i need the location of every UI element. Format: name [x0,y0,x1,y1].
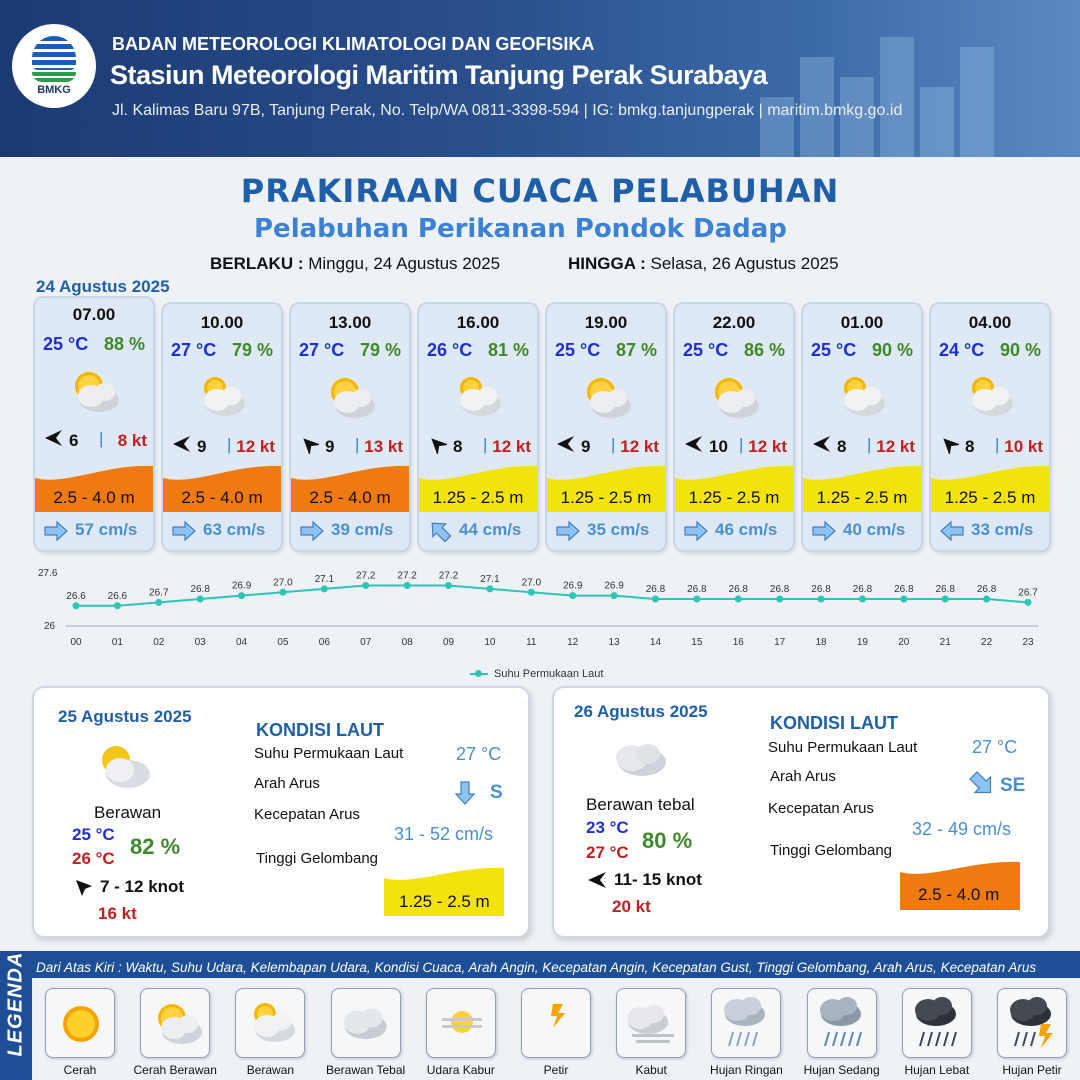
forecast-gust: 12 kt [620,437,659,456]
forecast-wave-height: 1.25 - 2.5 m [688,488,780,507]
current-direction-icon [299,520,325,542]
x-tick-label: 04 [236,637,248,648]
sst-data-label: 27.2 [397,570,417,582]
forecast-wave-height: 1.25 - 2.5 m [560,488,652,507]
sst-data-label: 26.8 [728,584,748,595]
x-tick-label: 18 [815,637,827,648]
forecast-card [419,304,537,550]
sst-data-point [528,589,535,596]
x-tick-label: 15 [691,637,703,648]
forecast-temperature: 24 °C [939,340,985,360]
station-address: Jl. Kalimas Baru 97B, Tanjung Perak, No. Telp/WA 0811-3398-594 | IG: bmkg.tanjungperak | maritim.bmkg.go.id [112,102,903,119]
x-tick-label: 03 [194,637,206,648]
legend-item [807,988,877,1058]
sst-data-point [1025,599,1032,606]
x-tick-label: 06 [318,637,330,648]
berawan-icon [833,370,897,426]
forecast-wave-height: 2.5 - 4.0 m [53,488,135,507]
berawan-tebal-icon [339,996,395,1052]
sst-data-point [735,596,742,603]
forecast-current-speed: 35 cm/s [587,520,650,539]
current-direction-icon [939,520,965,542]
forecast-humidity: 88 % [103,334,145,354]
sst-data-point [983,596,990,603]
day2-temp-min: 25 °C [72,825,115,844]
day3-sea-title: KONDISI LAUT [770,713,898,733]
sst-data-point [114,602,121,609]
legend-label: Cerah [63,1063,97,1077]
sst-data-point [486,585,493,592]
forecast-wind-speed: 9 [325,437,335,456]
station-name: Stasiun Meteorologi Maritim Tanjung Perak Surabaya [110,60,768,90]
forecast-time: 07.00 [72,305,116,324]
berawan-tebal-icon [606,734,672,784]
forecast-gust: 13 kt [364,437,403,456]
forecast-time: 19.00 [584,313,628,332]
validity-to [568,254,839,274]
legend-label: Hujan Ringan [710,1063,783,1077]
separator: | [739,435,744,454]
current-direction-icon [811,520,837,542]
page-subtitle: Pelabuhan Perikanan Pondok Dadap [254,214,787,244]
wind-direction-icon [683,434,703,454]
x-tick-label: 11 [526,637,537,648]
sst-data-label: 26.6 [66,590,86,602]
day2-date: 25 Agustus 2025 [58,707,192,726]
x-tick-label: 23 [1022,637,1034,648]
forecast-card [291,304,409,550]
sst-data-label: 26.8 [190,584,210,595]
forecast-wind-speed: 6 [69,431,79,450]
legend-label: Berawan [246,1063,295,1077]
x-tick-label: 12 [567,637,579,648]
kabut-icon [624,996,680,1052]
forecast-wave-height: 1.25 - 2.5 m [816,488,908,507]
forecast-card [803,304,921,550]
forecast-humidity: 90 % [871,340,913,360]
legend-label: Hujan Sedang [803,1063,880,1077]
cerah-berawan-icon [705,370,769,426]
validity-from [210,254,500,274]
sst-data-point [942,596,949,603]
page-title: PRAKIRAAN CUACA PELABUHAN [240,172,840,210]
forecast-wave-height: 2.5 - 4.0 m [309,488,391,507]
sst-data-point [321,585,328,592]
x-tick-label: 13 [608,637,620,648]
current-direction-icon [683,520,709,542]
wind-direction-icon [171,434,191,454]
sst-data-label: 26.7 [149,587,169,599]
sst-data-label: 26.6 [107,590,128,602]
legend-description: Dari Atas Kiri : Waktu, Suhu Udara, Kelembapan Udara, Kondisi Cuaca, Arah Angin, Kecepatan Angin, Kecepatan Gust, Tinggi Gelombang, Arah Arus, Kecepatan Arus [36,960,1037,975]
x-tick-label: 00 [70,637,82,648]
forecast-wind-speed: 9 [581,437,591,456]
day2-wind-speed: 7 - 12 knot [100,877,185,896]
day3-current-dir: SE [1000,775,1026,796]
separator: | [483,435,488,454]
sst-data-label: 27.1 [480,573,500,585]
x-tick-label: 20 [898,637,910,648]
wind-direction-icon [586,870,608,890]
sst-data-label: 26.8 [645,584,666,595]
berawan-icon [193,370,257,426]
day2-wave-height: 1.25 - 2.5 m [399,892,490,911]
validity-to-label: HINGGA : [568,254,646,273]
berawan-icon [90,738,158,794]
sst-data-point [279,589,286,596]
x-tick-label: 16 [732,637,744,648]
legend-item [521,988,591,1058]
sst-data-label: 27.2 [356,570,376,582]
day2-gust: 16 kt [98,904,137,923]
forecast-humidity: 87 % [615,340,657,360]
forecast-temperature: 25 °C [43,334,89,354]
day2-sst-value: 27 °C [456,744,502,764]
legend-label: Hujan Lebat [904,1063,970,1077]
legend-item [902,988,972,1058]
sst-data-label: 26.8 [852,584,873,595]
sst-data-label: 27.0 [273,577,293,589]
cerah-berawan-icon [321,370,385,426]
forecast-current-speed: 40 cm/s [843,520,906,539]
legend-item [235,988,305,1058]
wind-direction-icon [811,434,831,454]
day3-sst-label: Suhu Permukaan Laut [768,739,918,756]
sst-data-label: 27.1 [314,573,335,585]
forecast-temperature: 26 °C [427,340,473,360]
x-tick-label: 07 [360,637,372,648]
legend-title: LEGENDA [4,951,27,1057]
legend-label: Hujan Petir [1002,1063,1062,1077]
x-tick-label: 21 [939,637,951,648]
wind-direction-icon [74,878,94,898]
day3-wave-label: Tinggi Gelombang [770,842,893,859]
sst-data-point [197,596,204,603]
x-tick-label: 05 [277,637,289,648]
day3-temp-min: 23 °C [586,818,629,837]
sst-data-label: 26.8 [935,584,955,595]
forecast-temperature: 25 °C [555,340,601,360]
day2-current-speed: 31 - 52 cm/s [394,824,494,844]
x-tick-label: 10 [484,637,496,648]
forecast-wave-height: 2.5 - 4.0 m [181,488,263,507]
forecast-wave-height: 1.25 - 2.5 m [432,488,524,507]
forecast-current-speed: 46 cm/s [715,520,778,539]
validity-from-value: Minggu, 24 Agustus 2025 [308,254,501,273]
forecast-current-speed: 39 cm/s [331,520,394,539]
petir-icon [529,996,585,1052]
wind-direction-icon [43,428,63,448]
sst-data-point [900,596,907,603]
forecast-temperature: 25 °C [811,340,857,360]
hujan-ringan-icon [719,996,775,1052]
wind-direction-icon [427,434,447,454]
forecast-temperature: 27 °C [299,340,345,360]
sst-data-label: 26.8 [769,584,790,595]
berawan-icon [449,370,513,426]
legend-item [711,988,781,1058]
forecast-gust: 12 kt [876,437,915,456]
forecast-wind-speed: 8 [453,437,463,456]
harbor-illustration [760,20,1020,157]
validity-from-label: BERLAKU : [210,254,304,273]
x-tick-label: 14 [649,637,662,648]
sst-data-point [238,592,245,599]
forecast-time: 10.00 [200,313,244,332]
sst-data-point [859,596,866,603]
day3-panel [552,686,1050,938]
forecast-current-speed: 44 cm/s [459,520,522,539]
sst-data-label: 26.8 [976,584,997,595]
y-tick-label: 27.6 [38,568,58,579]
forecast-wind-speed: 8 [837,437,847,456]
legend-label: Berawan Tebal [326,1063,406,1077]
cerah-berawan-icon [65,364,129,420]
forecast-humidity: 90 % [999,340,1041,360]
x-tick-label: 02 [153,637,165,648]
forecast-card [35,298,153,550]
legend-label: Petir [543,1063,569,1077]
x-tick-label: 09 [442,637,455,648]
arrow-down-right-icon [968,770,996,798]
forecast-temperature: 27 °C [171,340,217,360]
forecast-current-speed: 63 cm/s [203,520,266,539]
forecast-gust: 12 kt [748,437,787,456]
separator: | [227,435,232,454]
day3-current-speed: 32 - 49 cm/s [912,819,1012,839]
separator: | [99,429,104,448]
forecast-time: 01.00 [840,313,884,332]
sst-series-line [76,586,1028,606]
day2-sst-label: Suhu Permukaan Laut [254,745,404,762]
day3-sst-value: 27 °C [972,737,1018,757]
separator: | [355,435,360,454]
forecast-wind-speed: 8 [965,437,975,456]
forecast-current-speed: 33 cm/s [971,520,1034,539]
sst-data-label: 26.9 [562,580,583,592]
hujan-sedang-icon [815,996,871,1052]
day2-current-dir: S [490,782,503,803]
forecast-card [675,304,793,550]
wind-direction-icon [299,434,319,454]
cerah-berawan-icon [148,996,204,1052]
day2-condition: Berawan [94,803,162,822]
sst-data-point [362,582,369,589]
cerah-berawan-icon [577,370,641,426]
legend-side [0,951,32,1080]
hujan-lebat-icon [910,996,966,1052]
sst-data-label: 27.2 [438,570,459,582]
udara-kabur-icon [434,996,490,1052]
chart-legend [470,668,603,680]
day2-current-dir-label: Arah Arus [254,775,320,792]
sst-data-point [693,596,700,603]
sst-data-label: 26.9 [604,580,624,592]
sst-data-point [776,596,783,603]
arrow-down-icon [454,780,476,806]
day3-gust: 20 kt [612,897,651,916]
sst-data-label: 26.9 [231,580,252,592]
chart-legend-label: Suhu Permukaan Laut [494,668,604,680]
current-direction-icon [555,520,581,542]
sst-data-point [155,599,162,606]
legend-item [45,988,115,1058]
sst-data-point [73,602,80,609]
forecast-wind-speed: 9 [197,437,207,456]
day2-panel [32,686,530,938]
day2-sea-title: KONDISI LAUT [256,720,384,740]
legend-line-marker [470,673,488,675]
forecast-temperature: 25 °C [683,340,729,360]
day3-current-speed-label: Kecepatan Arus [768,800,874,817]
separator: | [995,435,1000,454]
separator: | [611,435,616,454]
forecast-gust: 10 kt [1004,437,1043,456]
legend-item [426,988,496,1058]
x-tick-label: 19 [856,637,868,648]
legend-item [997,988,1067,1058]
day3-current-dir-label: Arah Arus [770,768,836,785]
forecast-card [931,304,1049,550]
day3-condition: Berawan tebal [586,795,695,814]
legend-item [140,988,210,1058]
berawan-icon [243,996,299,1052]
legend-label: Udara Kabur [426,1063,495,1077]
forecast-humidity: 79 % [231,340,273,360]
sst-data-label: 27.0 [521,577,542,589]
forecast-card [163,304,281,550]
forecast-humidity: 81 % [487,340,529,360]
y-tick-label: 26 [44,621,56,632]
current-direction-icon [427,520,453,542]
forecast-humidity: 79 % [359,340,401,360]
day2-humidity: 82 % [130,834,181,859]
sst-data-point [652,596,659,603]
legend-label: Kabut [635,1063,667,1077]
berawan-icon [961,370,1025,426]
header-banner [0,0,1080,157]
wind-direction-icon [555,434,575,454]
forecast-wave-height: 1.25 - 2.5 m [944,488,1036,507]
cerah-icon [53,996,109,1052]
validity-to-value: Selasa, 26 Agustus 2025 [650,254,839,273]
wind-direction-icon [939,434,959,454]
forecast-time: 13.00 [328,313,372,332]
legend-item [331,988,401,1058]
day3-temp-max: 27 °C [586,843,629,862]
day2-temp-max: 26 °C [72,849,115,868]
forecast-gust: 12 kt [492,437,531,456]
forecast-current-speed: 57 cm/s [75,520,138,539]
current-direction-icon [43,520,69,542]
forecast-humidity: 86 % [743,340,785,360]
sst-data-label: 26.8 [811,584,831,595]
sst-data-label: 26.8 [894,584,914,595]
bmkg-logo: BMKG [12,24,96,108]
day1-date: 24 Agustus 2025 [36,277,170,296]
x-tick-label: 01 [111,637,123,648]
x-tick-label: 22 [981,637,993,648]
legend-label: Cerah Berawan [133,1063,217,1077]
sst-data-label: 26.7 [1018,587,1038,599]
day3-date: 26 Agustus 2025 [574,702,708,721]
forecast-time: 22.00 [712,313,756,332]
hujan-petir-icon [1005,996,1061,1052]
day3-humidity: 80 % [642,828,693,853]
day2-wave-label: Tinggi Gelombang [256,850,379,867]
day2-current-speed-label: Kecepatan Arus [254,806,360,823]
x-tick-label: 08 [401,637,413,648]
sst-data-label: 26.8 [687,584,707,595]
forecast-gust: 12 kt [236,437,275,456]
agency-name: BADAN METEOROLOGI KLIMATOLOGI DAN GEOFISIKA [112,34,595,54]
sea-surface-temperature-chart [30,560,1050,685]
forecast-wind-speed: 10 [709,437,728,456]
legend-item [616,988,686,1058]
forecast-gust: 8 kt [117,431,147,450]
forecast-time: 16.00 [456,313,500,332]
day3-wind-speed: 11- 15 knot [614,870,702,889]
separator: | [867,435,872,454]
day3-wave-height: 2.5 - 4.0 m [918,885,1000,904]
sst-data-point [404,582,411,589]
sst-data-point [611,592,618,599]
forecast-time: 04.00 [968,313,1012,332]
x-tick-label: 17 [774,637,786,648]
sst-data-point [569,592,576,599]
sst-data-point [445,582,452,589]
forecast-card [547,304,665,550]
sst-data-point [818,596,825,603]
current-direction-icon [171,520,197,542]
